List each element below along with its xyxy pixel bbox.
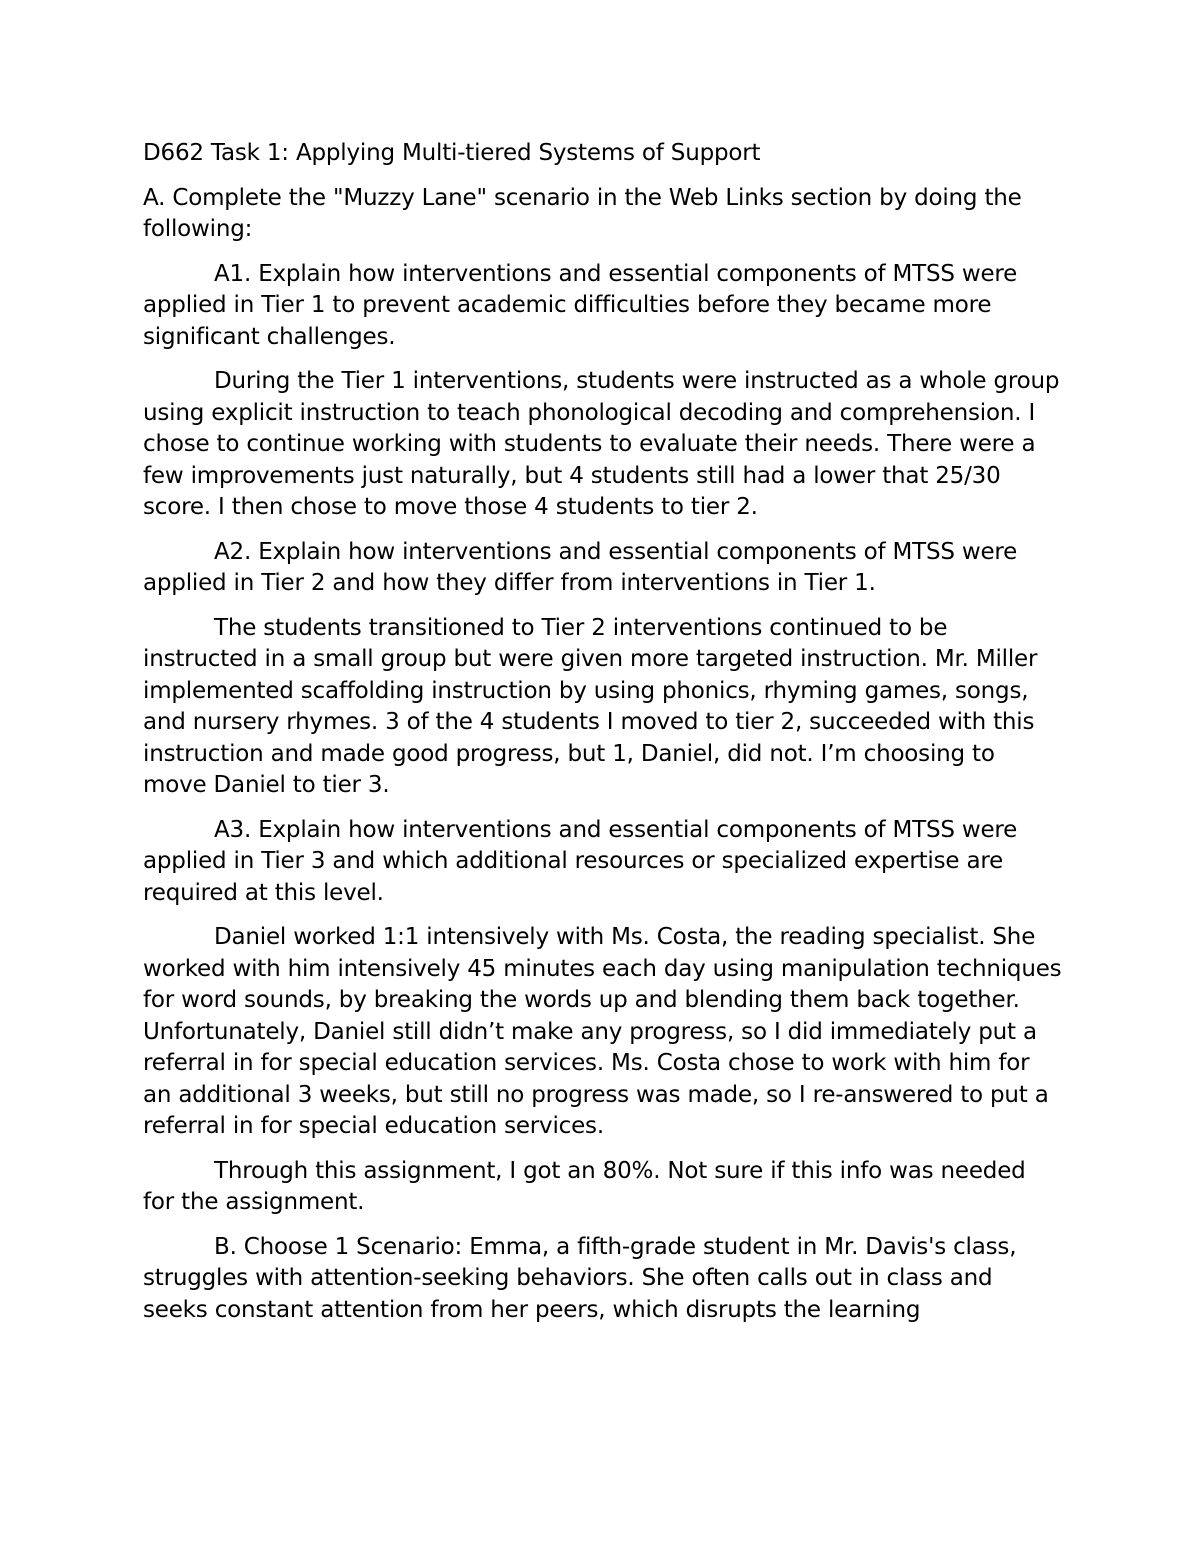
paragraph-a2-prompt: A2. Explain how interventions and essential components of MTSS were applied in Tier 2 and how they differ from interventions in Tier 1. [143,538,1018,596]
paragraph-part-b: B. Choose 1 Scenario: Emma, a fifth-grade student in Mr. Davis's class, struggles with attention-seeking behaviors. She often calls out in class and seeks constant attention from her peers, which disrupts the learning [143,1233,1017,1323]
paragraph-a3-prompt: A3. Explain how interventions and essential components of MTSS were applied in Tier 3 and which additional resources or specialized expertise are required at this level. [143,816,1018,906]
document-title: D662 Task 1: Applying Multi-tiered Systems of Support [143,140,761,166]
paragraph-a3-response: Daniel worked 1:1 intensively with Ms. Costa, the reading specialist. She worked with him intensively 45 minutes each day using manipulation techniques for word sounds, by breaking the words up and blending them back together. Unfortunately, Daniel still didn’t make any progress, so I did immediately put a referral in for special education services. Ms. Costa chose to work with him for an additional 3 weeks, but still no progress was made, so I re-answered to put a referral in for special education services. [143,924,1062,1139]
paragraph-a1-prompt: A1. Explain how interventions and essential components of MTSS were applied in Tier 1 to prevent academic difficulties before they became more significant challenges. [143,260,1018,350]
paragraph-a2-response: The students transitioned to Tier 2 interventions continued to be instructed in a small group but were given more targeted instruction. Mr. Miller implemented scaffolding instruction by using phonics, rhyming games, songs, and nursery rhymes. 3 of the 4 students I moved to tier 2, succeeded with this instruction and made good progress, but 1, Daniel, did not. I’m choosing to move Daniel to tier 3. [143,614,1038,798]
paragraph-a1-response: During the Tier 1 interventions, students were instructed as a whole group using explicit instruction to teach phonological decoding and comprehension. I chose to continue working with students to evaluate their needs. There were a few improvements just naturally, but 4 students still had a lower that 25/30 score. I then chose to move those 4 students to tier 2. [143,368,1060,520]
document-page [143,138,1063,1339]
paragraph-score-note: Through this assignment, I got an 80%. Not sure if this info was needed for the assignment. [143,1157,1026,1215]
paragraph-part-a: A. Complete the "Muzzy Lane" scenario in the Web Links section by doing the following: [143,184,1022,242]
